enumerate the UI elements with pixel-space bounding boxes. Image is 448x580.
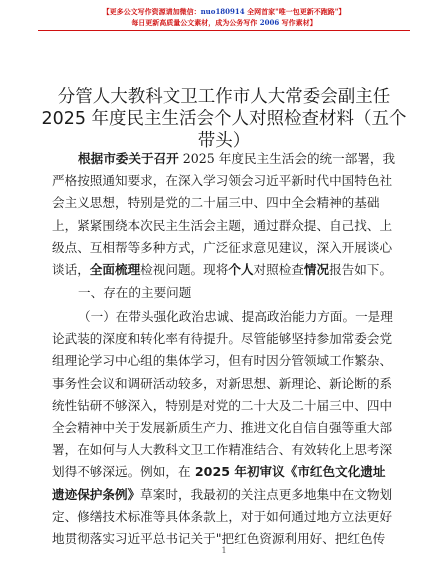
bold-text: 根据市委关于召开 xyxy=(78,151,179,166)
promo-banner-line-2 xyxy=(0,18,448,27)
bold-text: 全面梳理 xyxy=(89,261,141,277)
text-line: 严格按照通知要求，在深入学习领会习近平新时代中国特色社 xyxy=(52,173,393,189)
title-line: 分管人大教科文卫工作市人大常委会副主任 xyxy=(57,87,391,107)
text: 草案时，我最初的关注点更多地集中在文物划 xyxy=(140,486,393,502)
text: 划得不够深远。例如，在 xyxy=(52,464,191,480)
text-line: 级点、互相帮等多种方式，广泛征求意见建议，深入开展谈心 xyxy=(52,239,393,255)
text-line: 会主义思想，特别是党的二十届三中、四中全会精神的基础 xyxy=(52,195,380,211)
text-line: 统性钻研不够深入，特别是对党的二十大及二十届三中、四中 xyxy=(52,397,393,413)
text-line xyxy=(52,461,398,483)
bold-text: 2025 年初审议《市红色文化遗址 xyxy=(190,464,386,480)
text-line: 上，紧紧围绕本次民主生活会主题，通过群众提、自己找、上 xyxy=(52,217,393,233)
text-line: 组理论学习中心组的集体学习，但有时因分管领域工作繁杂、 xyxy=(52,353,393,369)
text-line xyxy=(52,484,398,506)
banner-text: 写作素材】 xyxy=(281,18,317,27)
banner-text: 每日更新高质量公文素材，成为公务写作 xyxy=(131,18,258,27)
title-line: 2025 年度民主生活会个人对照检查材料（五个 xyxy=(41,109,407,129)
text: 2025 年度民主生活会的统一部署，我 xyxy=(178,151,396,166)
banner-divider xyxy=(38,30,410,31)
bold-text: 情况 xyxy=(303,261,330,277)
title-line: 带头） xyxy=(197,131,251,151)
problems-paragraph xyxy=(52,306,398,550)
banner-number: 2006 xyxy=(257,18,282,27)
text-line: 署，在如何与人大教科文卫工作精准结合、有效转化上思考深 xyxy=(52,442,393,458)
bold-text: 遗迹保护条例》 xyxy=(52,486,141,502)
text-line: 全会精神中关于发展新质生产力、推进文化自信自强等重大部 xyxy=(52,419,393,435)
text: 对照检查 xyxy=(253,261,304,277)
promo-banner-line-1 xyxy=(0,7,448,16)
banner-text: 【更多公文写作资源请加微信： xyxy=(102,7,201,16)
section-heading: 一、存在的主要问题 xyxy=(78,285,192,300)
text-line: 地贯彻落实习近平总书记关于"把红色资源利用好、把红色传 xyxy=(52,530,386,546)
banner-wechat-id: nuo180914 xyxy=(200,7,245,16)
text-line xyxy=(52,148,398,170)
text: 报告如下。 xyxy=(329,261,393,277)
text-line: （一）在带头强化政治忠诚、提高政治能力方面。一是理 xyxy=(78,309,393,324)
bold-text: 个人 xyxy=(228,261,254,277)
banner-text: 全网首家"唯一包更新不跑路"】 xyxy=(244,7,346,16)
text: 谈话， xyxy=(52,261,90,277)
text-line xyxy=(52,259,398,281)
page-number: 1 xyxy=(221,546,227,555)
text-line: 事务性会议和调研活动较多，对新思想、新理论、新论断的系 xyxy=(52,375,393,391)
document-title xyxy=(40,86,408,152)
text: 检视问题。现将 xyxy=(140,261,229,277)
text-line: 定、修缮技术标准等具体条款上，对于如何通过地方立法更好 xyxy=(52,508,393,524)
intro-paragraph xyxy=(52,148,398,281)
text-line: 论武装的深度和转化率有待提升。尽管能够坚持参加常委会党 xyxy=(52,331,393,347)
